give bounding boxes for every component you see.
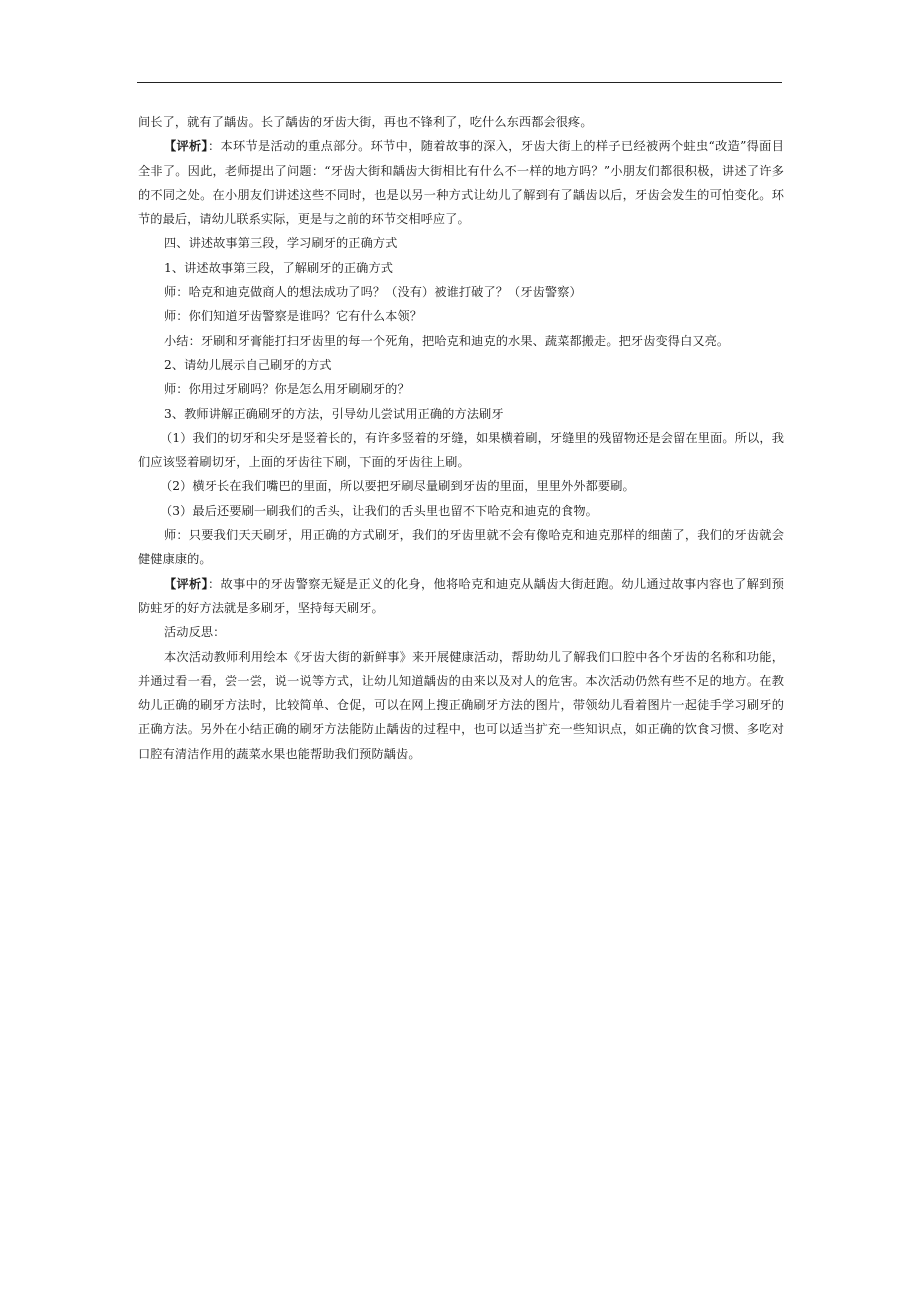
method-item-3: （3）最后还要刷一刷我们的舌头，让我们的舌头里也留不下哈克和迪克的食物。 xyxy=(160,503,598,518)
section-heading-4: 四、讲述故事第三段，学习刷牙的正确方式 xyxy=(164,236,398,251)
paragraph-commentary-1 xyxy=(138,134,784,231)
method-item-2: （2）横牙长在我们嘴巴的里面，所以要把牙刷尽量刷到牙齿的里面，里里外外都要刷。 xyxy=(160,479,635,494)
teacher-question-3: 师：你用过牙刷吗？你是怎么用牙刷刷牙的？ xyxy=(164,382,410,397)
step-3-heading: 3、教师讲解正确刷牙的方法，引导幼儿尝试用正确的方法刷牙 xyxy=(164,406,504,421)
reflection-paragraph: 本次活动教师利用绘本《牙齿大街的新鲜事》来开展健康活动，帮助幼儿了解我们口腔中各个牙齿的名称和功能，并通过看一看，尝一尝，说一说等方式，让幼儿知道龋齿的由来以及对人的危害。本次活动仍然有些不足的地方。在教幼儿正确的刷牙方法时，比较简单、仓促，可以在网上搜正确刷牙方法的图片，带领幼儿看着图片一起徒手学习刷牙的正确方法。另外在小结正确的刷牙方法能防止龋齿的过程中，也可以适当扩充一些知识点，如正确的饮食习惯、多吃对口腔有清洁作用的蔬菜水果也能帮助我们预防龋齿。 xyxy=(138,649,784,761)
teacher-conclusion: 师：只要我们天天刷牙，用正确的方式刷牙，我们的牙齿里就不会有像哈克和迪克那样的细菌了，我们的牙齿就会健健康康的。 xyxy=(138,528,784,567)
step-1-heading: 1、讲述故事第三段，了解刷牙的正确方式 xyxy=(164,260,394,275)
method-item-1: （1）我们的切牙和尖牙是竖着长的，有许多竖着的牙缝，如果横着刷，牙缝里的残留物还是会留在里面。所以，我们应该竖着刷切牙，上面的牙齿往下刷，下面的牙齿往上刷。 xyxy=(138,430,784,470)
commentary-text: ：故事中的牙齿警察无疑是正义的化身，他将哈克和迪克从龋齿大街赶跑。幼儿通过故事内容也了解到预防蛀牙的好方法就是多刷牙，坚持每天刷牙。 xyxy=(138,576,784,615)
summary-paragraph: 小结：牙刷和牙膏能打扫牙齿里的每一个死角，把哈克和迪克的水果、蔬菜都搬走。把牙齿变得白又亮。 xyxy=(164,333,730,348)
teacher-question-2: 师：你们知道牙齿警察是谁吗？它有什么本领？ xyxy=(164,309,423,324)
commentary-tag: 【评析】 xyxy=(164,576,209,591)
step-2-heading: 2、请幼儿展示自己刷牙的方式 xyxy=(164,357,332,372)
reflection-heading: 活动反思： xyxy=(164,625,226,640)
paragraph-commentary-2 xyxy=(138,572,784,621)
commentary-tag: 【评析】 xyxy=(164,139,208,154)
document-body xyxy=(138,110,784,766)
commentary-text: ：本环节是活动的重点部分。环节中，随着故事的深入，牙齿大街上的样子已经被两个蛀虫“改造”得面目全非了。因此，老师提出了问题：“牙齿大街和龋齿大街相比有什么不一样的地方吗？”小朋友们都很积极，讲述了许多的不同之处。在小朋友们讲述这些不同时，也是以另一种方式让幼儿了解到有了龋齿以后，牙齿会发生的可怕变化。环节的最后，请幼儿联系实际，更是与之前的环节交相呼应了。 xyxy=(138,139,784,227)
paragraph-continuation: 间长了，就有了龋齿。长了龋齿的牙齿大街，再也不锋利了，吃什么东西都会很疼。 xyxy=(138,115,593,129)
teacher-question-1: 师：哈克和迪克做商人的想法成功了吗？（没有）被谁打破了？（牙齿警察） xyxy=(164,285,582,300)
header-rule xyxy=(137,82,782,83)
